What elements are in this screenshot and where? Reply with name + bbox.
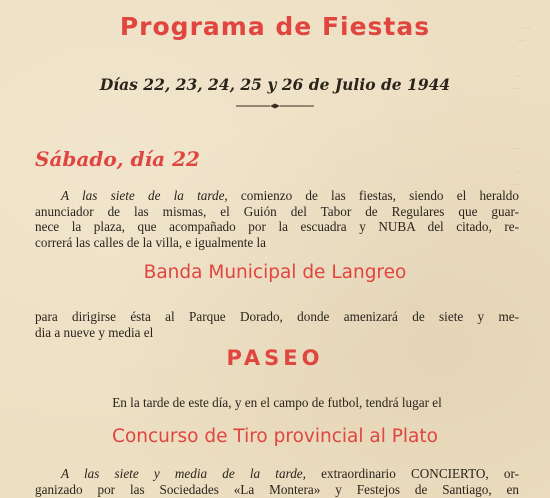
paragraph-concierto (35, 466, 519, 497)
time-phrase: A las siete y media de la tarde, (61, 466, 306, 481)
line-text: extraordinario CONCIERTO, or- (305, 466, 519, 481)
paragraph-line: para dirigirse ésta al Parque Dorado, donde amenizará de siete y me- (35, 309, 519, 324)
paragraph-line: dia a nueve y media el (35, 324, 154, 340)
bleed-through-text: … … … … … … … (510, 21, 531, 187)
paragraph-line: En la tarde de este día, y en el campo de futbol, tendrá lugar el (112, 395, 442, 410)
time-phrase: A las siete de la tarde, (61, 188, 228, 203)
paragraph-line: nece la plaza, que acompañado por la escuadra y NUBA del citado, re- (35, 219, 519, 234)
paragraph-parque (35, 309, 519, 340)
ornamental-divider-icon (236, 103, 314, 109)
festival-dates: Días 22, 23, 24, 25 y 26 de Julio de 1944 (99, 75, 451, 94)
paragraph-line: correrá las calles de la villa, e igualmente la (35, 234, 267, 250)
paragraph-line: anunciador de las mismas, el Guión del Tabor de Regulares que guar- (35, 203, 519, 219)
paragraph-line: ganizado por las Sociedades «La Montera» y Festejos de Santiago, en (35, 481, 519, 497)
paragraph-line (35, 188, 519, 204)
paragraph-opening (35, 188, 519, 250)
page-title: Programa de Fiestas (119, 12, 431, 41)
day-heading: Sábado, día 22 (35, 147, 200, 171)
heading-banda-municipal: Banda Municipal de Langreo (143, 262, 407, 283)
heading-concurso-tiro: Concurso de Tiro provincial al Plato (112, 426, 438, 447)
line-text: comienzo de las fiestas, siendo el heraldo (227, 188, 519, 203)
paragraph-line (35, 466, 519, 482)
paragraph-campo (35, 395, 519, 411)
heading-paseo: PASEO (226, 346, 324, 370)
